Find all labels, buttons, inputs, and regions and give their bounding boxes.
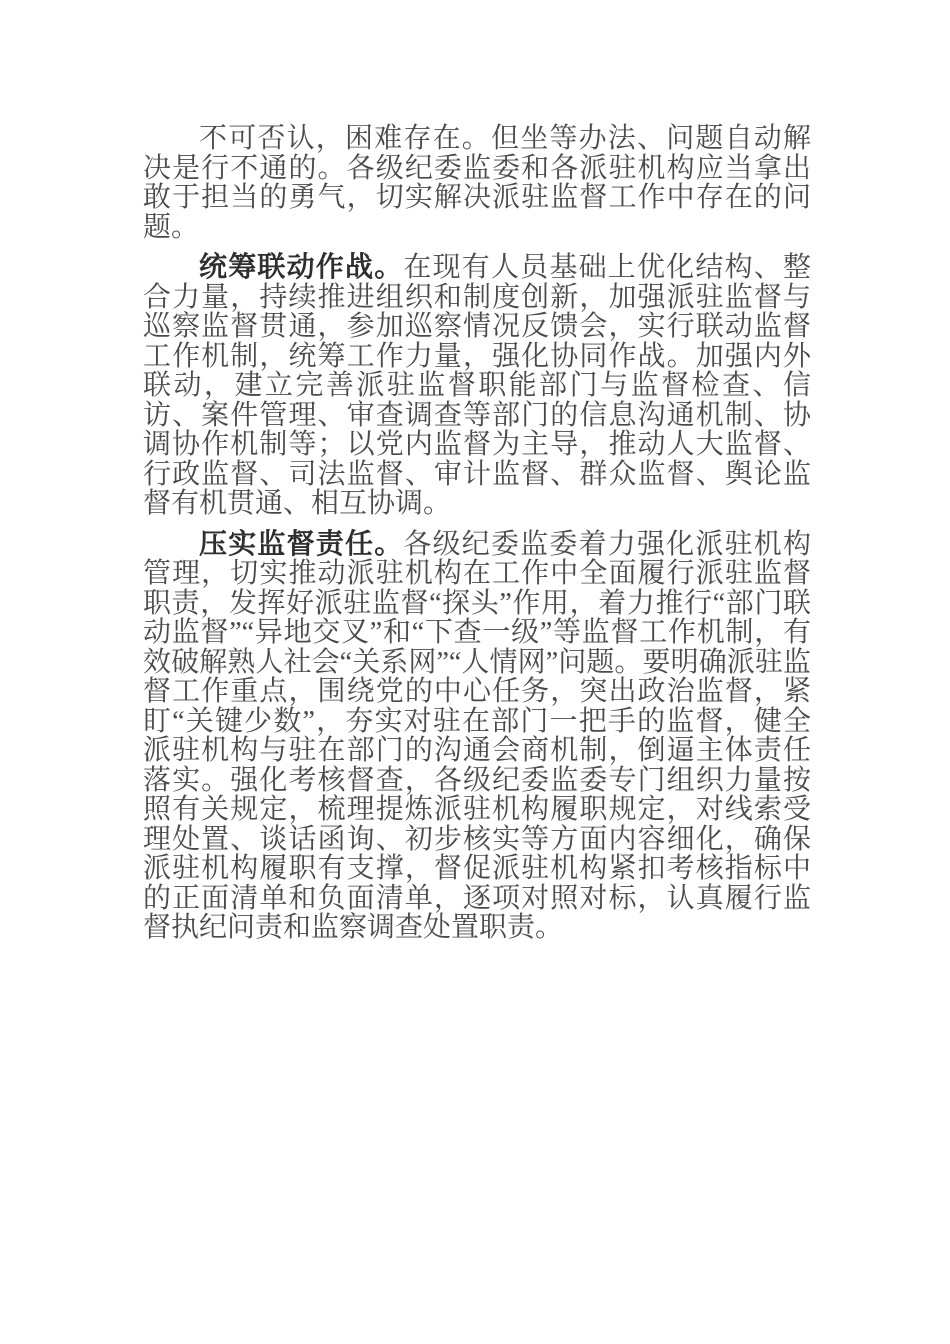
document-text-block (143, 124, 811, 954)
paragraph (143, 253, 811, 519)
paragraph-text: 各级纪委监委着力强化派驻机构管理，切实推动派驻机构在工作中全面履行派驻监督职责，发挥好派驻监督“探头”作用，着力推行“部门联动监督”“异地交叉”和“下查一级”等监督工作机制，有效破解熟人社会“关系网”“人情网”问题。要明确派驻监督工作重点，围绕党的中心任务，突出政治监督，紧盯“关键少数”，夯实对驻在部门一把手的监督，健全派驻机构与驻在部门的沟通会商机制，倒逼主体责任落实。强化考核督查，各级纪委监委专门组织力量按照有关规定，梳理提炼派驻机构履职规定，对线索受理处置、谈话函询、初步核实等方面内容细化，确保派驻机构履职有支撑，督促派驻机构紧扣考核指标中的正面清单和负面清单，逐项对照对标，认真履行监督执纪问责和监察调查处置职责。 (143, 528, 811, 943)
paragraph-text: 不可否认，困难存在。但坐等办法、问题自动解决是行不通的。各级纪委监委和各派驻机构应当拿出敢于担当的勇气，切实解决派驻监督工作中存在的问题。 (143, 123, 811, 243)
paragraph (143, 124, 811, 242)
paragraph-lead: 统筹联动作战。 (199, 252, 404, 283)
paragraph (143, 530, 811, 943)
paragraph-text: 在现有人员基础上优化结构、整合力量，持续推进组织和制度创新，加强派驻监督与巡察监督贯通，参加巡察情况反馈会，实行联动监督工作机制，统筹工作力量，强化协同作战。加强内外联动，建立完善派驻监督职能部门与监督检查、信访、案件管理、审查调查等部门的信息沟通机制、协调协作机制等；以党内监督为主导，推动人大监督、行政监督、司法监督、审计监督、群众监督、舆论监督有机贯通、相互协调。 (143, 252, 811, 519)
paragraph-lead: 压实监督责任。 (199, 528, 404, 560)
